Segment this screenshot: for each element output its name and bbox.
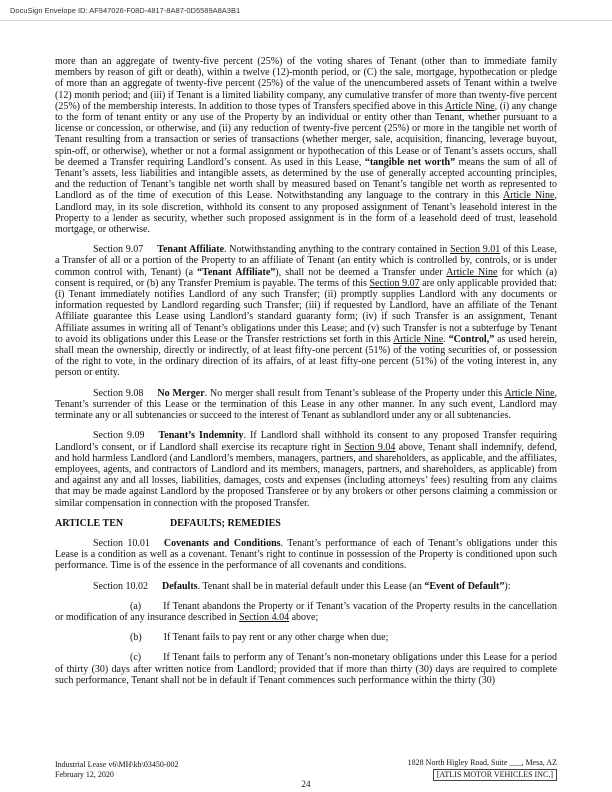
text-run: ), shall not be deemed a Transfer under (275, 266, 447, 278)
footer-address: 1828 North Higley Road, Suite ___, Mesa, AZ (407, 758, 557, 767)
default-item-c (55, 652, 557, 686)
text-run: , (i) any change to the form of tenant entity or any use of the Property by an individual or entity other than Tenant, whether pursuant to a license or concession, or otherwise, and (ii) any reduction of twenty-five percent (25%) or more in the tangible net worth of Tenant resulting from a transaction or series of transactions (whether merger, sale, acquisition, financing, leverage buyout, spin-off, or otherwise), whether or not a formal assignment or hypothecation of this Lease or of Tenant’s assets occurs, shall be deemed a Transfer requiring Landlord’s consent. As used in this Lease, (55, 100, 557, 168)
footer-doc-id: Industrial Lease v6\MH\kh\03450-002 (55, 760, 179, 769)
section-9-08 (55, 388, 557, 422)
page-number: 24 (301, 779, 311, 789)
text-run: . Tenant’s performance of each of Tenant’s obligations under this Lease is a condition as well as a covenant. Tenant’s right to continue in possession of the Property is conditioned upon such performance. Time is of the essence in the performance of all covenants and conditions. (55, 537, 557, 572)
text-run: Article Nine (446, 266, 498, 278)
text-run: of this Lease, a Transfer of all or a portion of the Property to an affiliate of Tenant (an entity which is controlled by, controls, or is under common control with, Tenant) (a (55, 244, 558, 278)
text-run: If Tenant abandons the Property or if Tenant’s vacation of the Property results in the cancellation or modification of any insurance described in (55, 600, 557, 623)
document-body (55, 56, 557, 695)
text-run: Section 9.07 (369, 277, 420, 289)
text-run: above, Tenant shall indemnify, defend, and hold harmless Landlord (and Landlord’s members, managers, partners, and shareholders, as applicable, and the affiliates, employees, agents, and contractors of Landlord and its members, managers, partners, and shareholders, as applicable) from and against any and all losses, liabilities, damages, costs and expenses (including attorneys’ fees) resulting from any claims that may be made against Landlord by the proposed Transferee or by any brokers or other persons claiming a commission or similar compensation in connection with the proposed Transfer. (55, 441, 557, 509)
text-run: Article Nine (503, 190, 555, 202)
text-run: Defaults (162, 580, 198, 592)
footer-left (55, 760, 179, 779)
article-ten-heading (55, 518, 557, 529)
text-run: means the sum of all of Tenant’s assets, less liabilities and intangible assets, as determined by the use of generally accepted accounting principles, and the reduction of Tenant’s tangible net worth shall by measured based on Tenant’s tangible net worth as represented to Landlord as of the time of execution of this Lease. Notwithstanding any language to the contrary in this (55, 156, 557, 202)
text-run: above; (289, 611, 319, 623)
text-run: Tenant’s Indemnity (158, 430, 244, 442)
text-run: . (443, 333, 449, 345)
section-9-07 (55, 244, 557, 378)
text-run: Section 9.08 (93, 387, 144, 399)
text-run: Article Nine (393, 333, 444, 345)
header-rule (0, 20, 612, 21)
text-run: “Tenant Affiliate” (197, 266, 276, 278)
text-run: Section 10.02 (93, 580, 148, 592)
paragraph-continuation (55, 56, 557, 235)
section-10-02 (55, 581, 557, 592)
text-run: If Tenant fails to pay rent or any other charge when due; (163, 632, 389, 644)
section-9-09 (55, 430, 557, 508)
default-item-b (55, 632, 557, 643)
text-run: No Merger (157, 387, 205, 399)
section-10-01 (55, 538, 557, 572)
text-run: Section 9.04 (344, 441, 396, 453)
text-run: for which (a) consent is required, or (b) any Transfer Premium is payable. The terms of this (55, 266, 557, 289)
default-item-a (55, 601, 557, 623)
article-title: DEFAULTS; REMEDIES (170, 517, 281, 529)
text-run: If Tenant fails to perform any of Tenant’s non-monetary obligations under this Lease for a period of thirty (30) days after written notice from Landlord; provided that if more than thirty (30) days are required to complete such performance, Tenant shall not be in default if Tenant commences such performance within the thirty (30) (55, 652, 557, 686)
article-label: ARTICLE TEN (55, 517, 124, 529)
text-run: Section 4.04 (239, 611, 290, 623)
text-run: . Notwithstanding anything to the contrary contained in (224, 244, 450, 256)
footer-right (408, 758, 557, 781)
text-run: Article Nine (504, 387, 555, 399)
text-run: are only applicable provided that: (i) Tenant immediately notifies Landlord of any such Transfer; (ii) promptly supplies Landlord with any documents or information requested by Landlord regarding such Transfer; (iii) if requested by Landlord, have an affiliate of the Tenant Affiliate guarantee this Lease using Landlord’s standard guaranty form; (iv) if such Transfer is an assignment, Tenant Affiliate assumes in writing all of Tenant’s obligations under this Lease; and (v) such Transfer is not a subterfuge by Tenant to avoid its obligations under this Lease or the Transfer restrictions set forth in this (55, 277, 558, 345)
text-run: “Event of Default” (424, 580, 505, 592)
text-run: . If Landlord shall withhold its consent to any proposed Transfer requiring Landlord’s consent, or if Landlord shall exercise its recapture right in (55, 430, 557, 453)
text-run: (a) (130, 600, 142, 612)
text-run: as used herein, shall mean the ownership, directly or indirectly, of at least fifty-one percent (51%) of the voting securities of, or possession of the right to vote, in the ordinary direction of its affairs, of at least fifty-one percent (51%) of the voting interest in, any person or entity. (55, 333, 557, 379)
text-run: Section 9.01 (450, 244, 501, 256)
text-run: Tenant Affiliate (157, 244, 225, 256)
text-run: Section 9.07 (93, 244, 144, 256)
text-run: “Control,” (448, 333, 495, 345)
footer-date: February 12, 2020 (55, 769, 114, 779)
text-run: ): (504, 580, 511, 592)
text-run: Section 10.01 (93, 537, 150, 549)
text-run: “tangible net worth” (364, 156, 456, 168)
text-run: (b) (130, 632, 142, 644)
text-run: Covenants and Conditions (163, 537, 281, 549)
text-run: Article Nine (444, 100, 495, 112)
text-run: . No merger shall result from Tenant’s sublease of the Property under this (204, 387, 505, 399)
docusign-envelope-id: DocuSign Envelope ID: AF947026-F08D-4817-8A87-0D5589A8A3B1 (10, 6, 241, 15)
text-run: . Tenant shall be in material default under this Lease (an (197, 580, 425, 592)
text-run: (c) (130, 652, 142, 664)
text-run: Section 9.09 (93, 430, 145, 442)
footer-company-stamp: [ATLIS MOTOR VEHICLES INC.] (433, 769, 557, 782)
text-run: more than an aggregate of twenty-five percent (25%) of the voting shares of Tenant (other than to immediate family members by reason of gift or death), within a twelve (12)-month period, or (C) the sale, mortgage, hypothecation or pledge of more than an aggregate of twenty-five percent (25%) of the value of the unencumbered assets of Tenant within a twelve (12) month period; and (iii) if Tenant is a limited liability company, any cumulative transfer of more than twenty-five percent (25%) of the membership interests. In addition to those types of Transfers specified above in this (55, 56, 557, 112)
text-run: , Tenant’s surrender of this Lease or the termination of this Lease in any other manner. In any such event, Landlord may terminate any or all subtenancies or succeed to the interest of Tenant as sublandlord under any or all subtenancies. (55, 387, 558, 422)
text-run: , Landlord may, in its sole discretion, withhold its consent to any proposed assignment of Tenant’s leasehold interest in the Property to a lender as security, whether such proposed assignment is in the form of a leasehold deed of trust, leasehold mortgage, or otherwise. (55, 190, 557, 236)
